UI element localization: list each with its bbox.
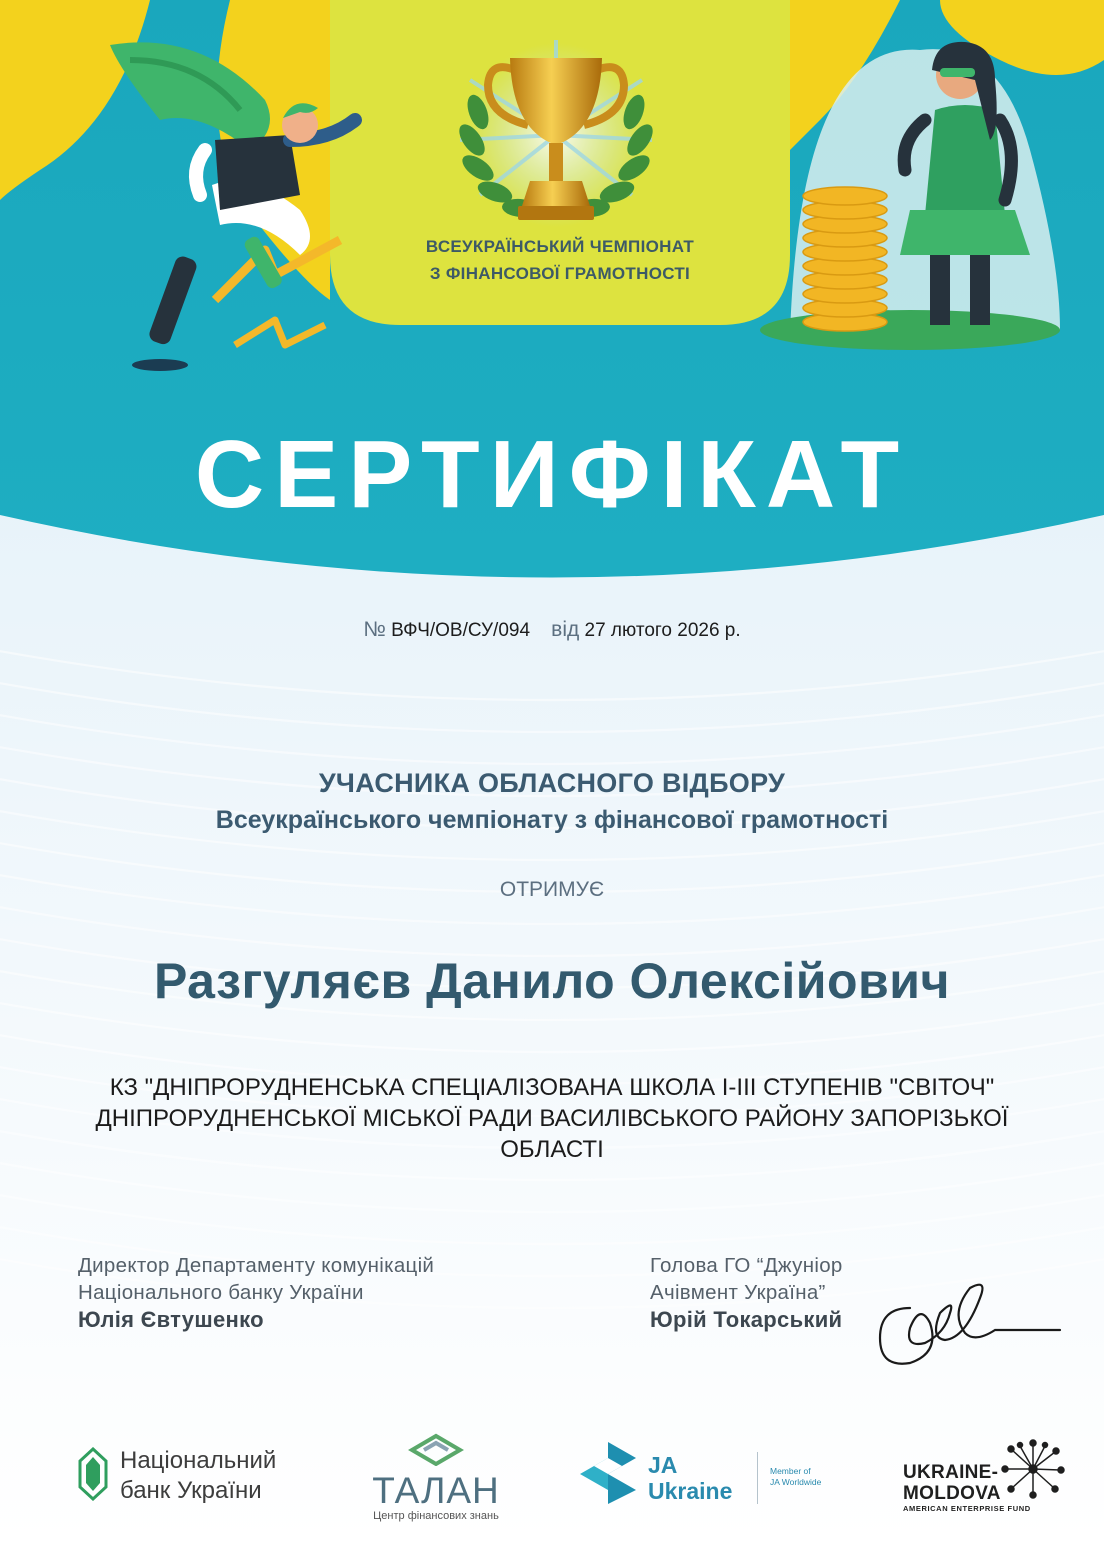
recipient-name: Разгуляєв Данило Олексійович	[153, 953, 950, 1009]
ja-line1: JA	[648, 1452, 678, 1478]
school-line1: КЗ "ДНІПРОРУДНЕНСЬКА СПЕЦІАЛІЗОВАНА ШКОЛА І-ІІІ СТУПЕНІВ "СВІТОЧ"	[109, 1074, 995, 1101]
handwritten-signature	[870, 1268, 1070, 1378]
emblem-line2: З ФІНАНСОВОЇ ГРАМОТНОСТІ	[429, 264, 691, 283]
ukraine-moldova-burst-icon	[1000, 1438, 1066, 1500]
school-name	[50, 1072, 1054, 1165]
date-label: від	[551, 618, 580, 641]
ukraine-moldova-subtitle: AMERICAN ENTERPRISE FUND	[903, 1504, 1031, 1513]
ja-member-line2: JA Worldwide	[770, 1477, 822, 1487]
signature-left	[78, 1252, 434, 1333]
ja-member-line1: Member of	[770, 1466, 811, 1476]
certificate-date: 27 лютого 2026 р.	[584, 620, 741, 641]
left-role-line2: Національного банку України	[78, 1281, 364, 1304]
certificate-title: СЕРТИФІКАТ	[194, 421, 910, 528]
ja-ukraine-logo-icon	[578, 1440, 638, 1506]
school-line2: ДНІПРОРУДНЕНСЬКОЇ МІСЬКОЇ РАДИ ВАСИЛІВСЬКОГО РАЙОНУ ЗАПОРІЗЬКОЇ	[95, 1105, 1009, 1132]
right-signatory-name: Юрій Токарський	[650, 1307, 843, 1332]
nbu-line1: Національний	[120, 1447, 277, 1474]
number-sign: №	[363, 618, 386, 641]
school-line3: ОБЛАСТІ	[500, 1136, 604, 1163]
championship-name: Всеукраїнського чемпіонату з фінансової грамотності	[215, 806, 889, 834]
participant-title: УЧАСНИКА ОБЛАСНОГО ВІДБОРУ	[318, 768, 786, 798]
talan-subtitle: Центр фінансових знань	[373, 1510, 499, 1522]
certificate-number: ВФЧ/ОВ/СУ/094	[391, 620, 531, 641]
ukraine-moldova-text	[903, 1462, 1001, 1504]
um-line1: UKRAINE-	[903, 1462, 999, 1483]
championship-emblem-text	[330, 233, 790, 287]
nbu-logo-text	[120, 1446, 276, 1506]
right-role-line2: Ачівмент Україна”	[650, 1281, 826, 1304]
ja-line2: Ukraine	[648, 1478, 733, 1504]
right-role-line1: Голова ГО “Джуніор	[650, 1254, 843, 1277]
signature-right	[650, 1252, 843, 1333]
certificate-number-line	[0, 618, 1104, 642]
receives-label: ОТРИМУЄ	[499, 878, 605, 901]
ja-ukraine-text	[648, 1452, 732, 1504]
left-role-line1: Директор Департаменту комунікацій	[78, 1254, 435, 1277]
ja-member-text	[770, 1466, 821, 1488]
nbu-line2: банк України	[120, 1477, 262, 1504]
ja-divider	[757, 1452, 758, 1504]
talan-logo-icon	[408, 1432, 464, 1466]
emblem-line1: ВСЕУКРАЇНСЬКИЙ ЧЕМПІОНАТ	[425, 237, 695, 256]
left-signatory-name: Юлія Євтушенко	[78, 1307, 264, 1332]
talan-name: ТАЛАН	[372, 1470, 500, 1511]
nbu-logo-icon	[78, 1447, 108, 1501]
um-line2: MOLDOVA	[903, 1483, 1001, 1504]
